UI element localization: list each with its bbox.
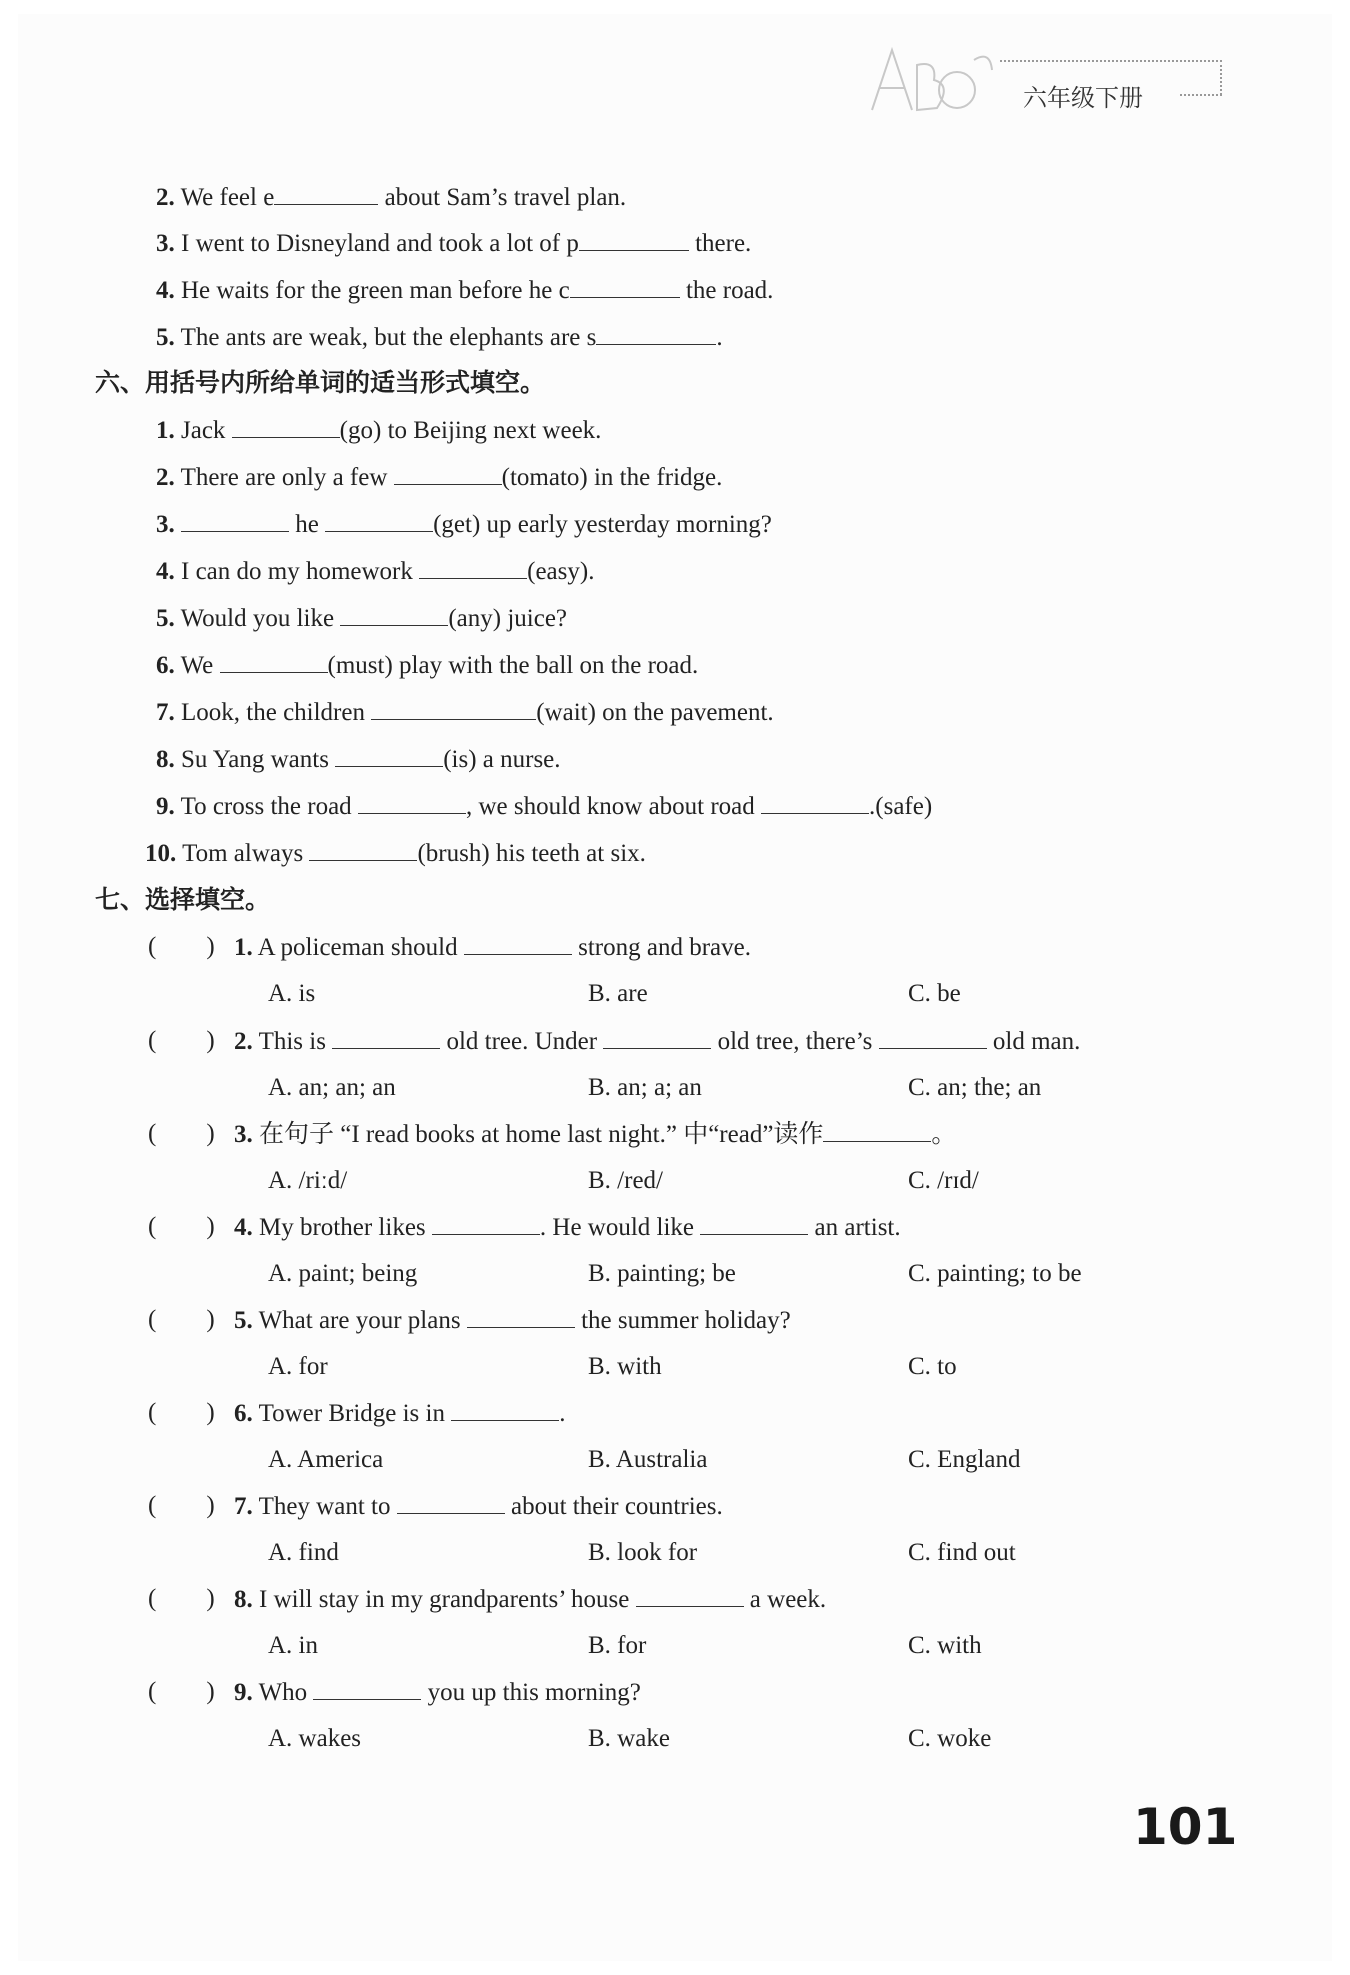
answer-blank[interactable] [371,697,536,720]
s6-item-5: 5. Would you like (any) juice? [156,605,568,632]
answer-paren[interactable]: ( ) [148,1027,215,1054]
s6-item-3: 3. he (get) up early yesterday morning? [156,511,772,538]
s6-item-4: 4. I can do my homework (easy). [156,558,595,585]
answer-blank [397,1491,505,1514]
option-a[interactable]: A. wakes [268,1725,362,1752]
s6-item-9: 9. To cross the road , we should know about road .(safe) [156,793,933,820]
page-number: 101 [1133,1798,1238,1856]
option-a[interactable]: A. /riːd/ [268,1167,348,1194]
s6-item-6: 6. We (must) play with the ball on the road. [156,652,699,679]
answer-blank[interactable] [232,415,340,438]
partA-item-3: 3. I went to Disneyland and took a lot of p there. [156,230,752,257]
s6-item-8: 8. Su Yang wants (is) a nurse. [156,746,561,773]
s7-question-2: 2. This is old tree. Under old tree, there’s old man. [234,1028,1081,1055]
option-b[interactable]: B. Australia [588,1446,708,1473]
option-b[interactable]: B. look for [588,1539,698,1566]
partA-item-2: 2. We feel e about Sam’s travel plan. [156,184,627,211]
option-c[interactable]: C. woke [908,1725,992,1752]
answer-paren[interactable]: ( ) [148,1120,215,1147]
answer-blank [879,1026,987,1049]
answer-paren[interactable]: ( ) [148,1213,215,1240]
partA-item-5: 5. The ants are weak, but the elephants are s . [156,324,723,351]
answer-blank[interactable] [394,462,502,485]
option-c[interactable]: C. /rɪd/ [908,1167,979,1194]
option-c[interactable]: C. with [908,1632,982,1659]
answer-paren[interactable]: ( ) [148,1492,215,1519]
s6-item-7: 7. Look, the children (wait) on the pavement. [156,699,774,726]
partA-item-4: 4. He waits for the green man before he c the road. [156,277,774,304]
answer-paren[interactable]: ( ) [148,1399,215,1426]
section-7-title: 七、选择填空。 [95,885,271,914]
option-a[interactable]: A. find [268,1539,339,1566]
s7-question-5: 5. What are your plans the summer holiday? [234,1307,791,1334]
option-a[interactable]: A. America [268,1446,384,1473]
answer-paren[interactable]: ( ) [148,1678,215,1705]
grade-label: 六年级下册 [1023,84,1143,112]
option-a[interactable]: A. paint; being [268,1260,418,1287]
option-b[interactable]: B. /red/ [588,1167,663,1194]
option-b[interactable]: B. with [588,1353,662,1380]
header-dotted-line [1000,60,1222,62]
answer-blank[interactable] [419,556,527,579]
header-dotted-line [1180,94,1222,96]
answer-blank [603,1026,711,1049]
answer-blank[interactable] [220,650,328,673]
answer-blank[interactable] [596,322,716,345]
answer-blank[interactable] [358,791,466,814]
answer-blank[interactable] [274,182,378,205]
s7-question-4: 4. My brother likes . He would like an artist. [234,1214,901,1241]
answer-blank [313,1677,421,1700]
answer-blank [332,1026,440,1049]
answer-paren[interactable]: ( ) [148,1585,215,1612]
answer-blank [464,932,572,955]
answer-blank[interactable] [181,509,289,532]
option-c[interactable]: C. be [908,980,961,1007]
answer-blank[interactable] [570,275,680,298]
answer-paren[interactable]: ( ) [148,1306,215,1333]
s7-question-7: 7. They want to about their countries. [234,1493,723,1520]
option-c[interactable]: C. to [908,1353,957,1380]
answer-blank[interactable] [335,744,443,767]
option-a[interactable]: A. for [268,1353,328,1380]
option-c[interactable]: C. find out [908,1539,1016,1566]
answer-blank[interactable] [309,838,417,861]
option-b[interactable]: B. wake [588,1725,670,1752]
answer-blank [467,1305,575,1328]
option-c[interactable]: C. an; the; an [908,1074,1042,1101]
s7-question-8: 8. I will stay in my grandparents’ house a week. [234,1586,827,1613]
option-c[interactable]: C. England [908,1446,1021,1473]
option-b[interactable]: B. for [588,1632,647,1659]
option-a[interactable]: A. in [268,1632,318,1659]
answer-paren[interactable]: ( ) [148,933,215,960]
option-b[interactable]: B. painting; be [588,1260,736,1287]
option-b[interactable]: B. are [588,980,648,1007]
answer-blank [700,1212,808,1235]
option-c[interactable]: C. painting; to be [908,1260,1082,1287]
answer-blank [823,1119,931,1142]
s6-item-2: 2. There are only a few (tomato) in the fridge. [156,464,723,491]
s7-question-6: 6. Tower Bridge is in . [234,1400,566,1427]
abc-logo-icon [862,40,1022,120]
answer-blank [636,1584,744,1607]
s6-item-1: 1. Jack (go) to Beijing next week. [156,417,602,444]
answer-blank [451,1398,559,1421]
option-b[interactable]: B. an; a; an [588,1074,702,1101]
s7-question-1: 1. A policeman should strong and brave. [234,934,751,961]
answer-blank [432,1212,540,1235]
header-dotted-line [1220,60,1222,95]
answer-blank[interactable] [761,791,869,814]
section-6-title: 六、用括号内所给单词的适当形式填空。 [95,368,546,397]
s7-question-9: 9. Who you up this morning? [234,1679,641,1706]
option-a[interactable]: A. an; an; an [268,1074,396,1101]
answer-blank[interactable] [325,509,433,532]
option-a[interactable]: A. is [268,980,316,1007]
workbook-page [18,14,1332,1961]
s6-item-10: 10. Tom always (brush) his teeth at six. [145,840,646,867]
s7-question-3: 3. 在句子 “I read books at home last night.” 中“read”读作 。 [234,1121,957,1148]
answer-blank[interactable] [340,603,448,626]
answer-blank[interactable] [579,228,689,251]
